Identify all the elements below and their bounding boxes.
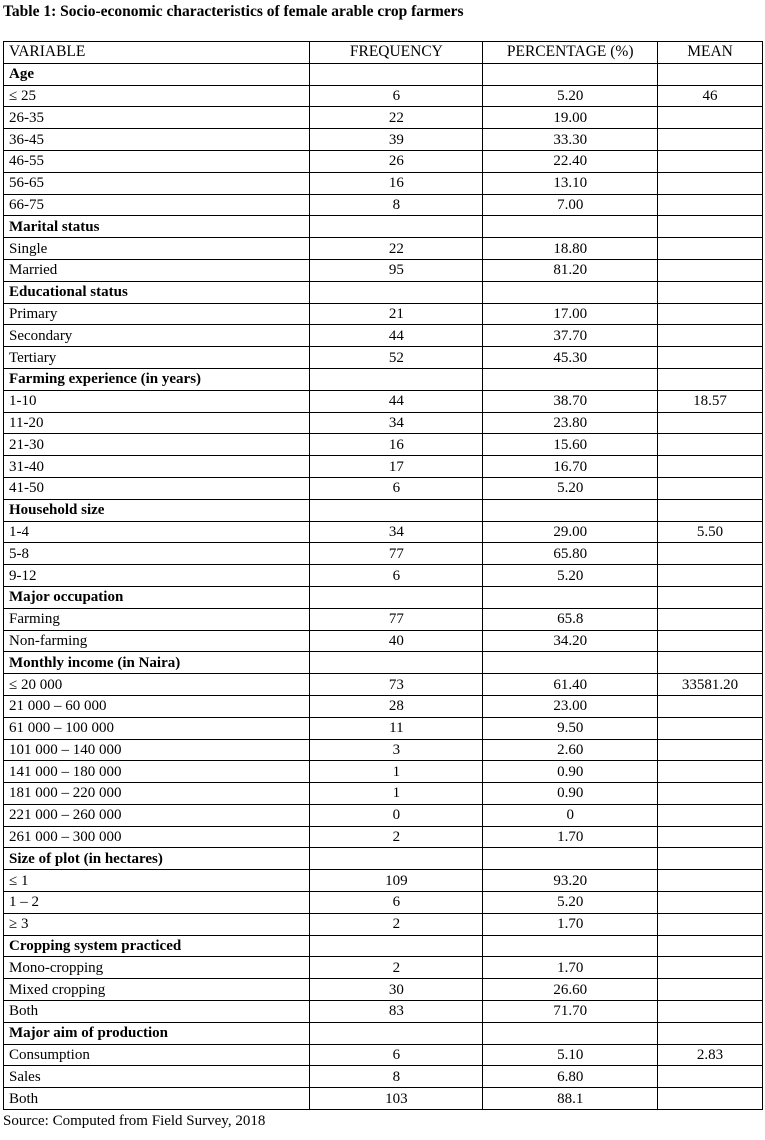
table-row [4,957,763,979]
section-row [4,368,763,390]
empty-cell [483,368,658,390]
variable-cell: 9-12 [4,565,310,587]
mean-cell [658,957,763,979]
variable-cell: Mixed cropping [4,979,310,1001]
frequency-cell: 83 [310,1001,483,1023]
table-row [4,303,763,325]
table-row [4,347,763,369]
mean-cell [658,826,763,848]
empty-cell [483,63,658,85]
table-row [4,456,763,478]
header-frequency: FREQUENCY [310,42,483,64]
variable-cell: 26-35 [4,107,310,129]
table-row [4,783,763,805]
mean-cell [658,870,763,892]
percentage-cell: 0.90 [483,783,658,805]
table-row [4,565,763,587]
empty-cell [310,499,483,521]
empty-cell [483,1022,658,1044]
table-row [4,390,763,412]
variable-cell: 41-50 [4,477,310,499]
section-row [4,652,763,674]
section-label: Major aim of production [4,1022,310,1044]
table-row [4,129,763,151]
frequency-cell: 28 [310,695,483,717]
percentage-cell: 23.80 [483,412,658,434]
variable-cell: 261 000 – 300 000 [4,826,310,848]
variable-cell: 56-65 [4,172,310,194]
empty-cell [310,586,483,608]
empty-cell [658,499,763,521]
variable-cell: 141 000 – 180 000 [4,761,310,783]
mean-cell [658,172,763,194]
percentage-cell: 15.60 [483,434,658,456]
table-row [4,826,763,848]
frequency-cell: 30 [310,979,483,1001]
socio-economic-table [3,41,763,1110]
empty-cell [310,368,483,390]
variable-cell: ≤ 20 000 [4,674,310,696]
variable-cell: Mono-cropping [4,957,310,979]
mean-cell: 5.50 [658,521,763,543]
table-row [4,630,763,652]
variable-cell: 181 000 – 220 000 [4,783,310,805]
table-row [4,695,763,717]
frequency-cell: 39 [310,129,483,151]
mean-cell [658,543,763,565]
table-row [4,804,763,826]
percentage-cell: 34.20 [483,630,658,652]
mean-cell [658,608,763,630]
mean-cell [658,695,763,717]
section-row [4,1022,763,1044]
mean-cell [658,456,763,478]
table-row [4,107,763,129]
frequency-cell: 44 [310,390,483,412]
variable-cell: Consumption [4,1044,310,1066]
table-row [4,412,763,434]
percentage-cell: 0 [483,804,658,826]
frequency-cell: 6 [310,85,483,107]
frequency-cell: 1 [310,761,483,783]
mean-cell [658,129,763,151]
table-row [4,739,763,761]
percentage-cell: 5.10 [483,1044,658,1066]
empty-cell [658,1022,763,1044]
frequency-cell: 21 [310,303,483,325]
mean-cell [658,1001,763,1023]
frequency-cell: 77 [310,608,483,630]
mean-cell [658,913,763,935]
table-row [4,238,763,260]
frequency-cell: 17 [310,456,483,478]
variable-cell: 61 000 – 100 000 [4,717,310,739]
empty-cell [658,935,763,957]
mean-cell: 2.83 [658,1044,763,1066]
empty-cell [310,216,483,238]
frequency-cell: 34 [310,521,483,543]
mean-cell [658,194,763,216]
empty-cell [658,586,763,608]
frequency-cell: 109 [310,870,483,892]
frequency-cell: 34 [310,412,483,434]
table-row [4,543,763,565]
percentage-cell: 5.20 [483,892,658,914]
mean-cell [658,150,763,172]
percentage-cell: 61.40 [483,674,658,696]
frequency-cell: 103 [310,1088,483,1110]
variable-cell: ≤ 25 [4,85,310,107]
empty-cell [483,586,658,608]
section-label: Size of plot (in hectares) [4,848,310,870]
frequency-cell: 44 [310,325,483,347]
empty-cell [658,368,763,390]
percentage-cell: 5.20 [483,565,658,587]
variable-cell: 31-40 [4,456,310,478]
variable-cell: Non-farming [4,630,310,652]
table-row [4,1001,763,1023]
mean-cell: 46 [658,85,763,107]
section-label: Farming experience (in years) [4,368,310,390]
frequency-cell: 73 [310,674,483,696]
empty-cell [658,652,763,674]
table-row [4,717,763,739]
variable-cell: ≤ 1 [4,870,310,892]
variable-cell: Both [4,1001,310,1023]
variable-cell: Primary [4,303,310,325]
frequency-cell: 2 [310,957,483,979]
variable-cell: Tertiary [4,347,310,369]
percentage-cell: 16.70 [483,456,658,478]
percentage-cell: 65.80 [483,543,658,565]
variable-cell: 1-10 [4,390,310,412]
empty-cell [483,935,658,957]
mean-cell [658,238,763,260]
source-note: Source: Computed from Field Survey, 2018 [3,1113,266,1129]
percentage-cell: 6.80 [483,1066,658,1088]
header-variable: VARIABLE [4,42,310,64]
empty-cell [483,652,658,674]
variable-cell: Both [4,1088,310,1110]
percentage-cell: 81.20 [483,259,658,281]
section-label: Monthly income (in Naira) [4,652,310,674]
table-row [4,1066,763,1088]
table-row [4,1044,763,1066]
section-row [4,935,763,957]
empty-cell [658,848,763,870]
frequency-cell: 22 [310,238,483,260]
frequency-cell: 11 [310,717,483,739]
table-row [4,608,763,630]
mean-cell [658,892,763,914]
mean-cell [658,259,763,281]
variable-cell: 1-4 [4,521,310,543]
percentage-cell: 7.00 [483,194,658,216]
percentage-cell: 1.70 [483,826,658,848]
header-percentage: PERCENTAGE (%) [483,42,658,64]
section-label: Age [4,63,310,85]
section-row [4,586,763,608]
frequency-cell: 2 [310,826,483,848]
percentage-cell: 19.00 [483,107,658,129]
percentage-cell: 88.1 [483,1088,658,1110]
mean-cell [658,1088,763,1110]
frequency-cell: 1 [310,783,483,805]
frequency-cell: 6 [310,565,483,587]
frequency-cell: 6 [310,477,483,499]
section-label: Major occupation [4,586,310,608]
frequency-cell: 16 [310,172,483,194]
variable-cell: 21-30 [4,434,310,456]
percentage-cell: 22.40 [483,150,658,172]
table-row [4,434,763,456]
section-label: Cropping system practiced [4,935,310,957]
variable-cell: 36-45 [4,129,310,151]
frequency-cell: 52 [310,347,483,369]
variable-cell: 5-8 [4,543,310,565]
section-row [4,281,763,303]
mean-cell [658,477,763,499]
frequency-cell: 22 [310,107,483,129]
percentage-cell: 18.80 [483,238,658,260]
frequency-cell: 26 [310,150,483,172]
percentage-cell: 37.70 [483,325,658,347]
frequency-cell: 40 [310,630,483,652]
mean-cell [658,804,763,826]
percentage-cell: 9.50 [483,717,658,739]
empty-cell [310,281,483,303]
percentage-cell: 71.70 [483,1001,658,1023]
empty-cell [310,935,483,957]
frequency-cell: 77 [310,543,483,565]
percentage-cell: 5.20 [483,85,658,107]
table-row [4,259,763,281]
frequency-cell: 0 [310,804,483,826]
table-row [4,325,763,347]
section-label: Marital status [4,216,310,238]
section-label: Educational status [4,281,310,303]
mean-cell [658,107,763,129]
variable-cell: Single [4,238,310,260]
percentage-cell: 93.20 [483,870,658,892]
variable-cell: 66-75 [4,194,310,216]
percentage-cell: 1.70 [483,957,658,979]
variable-cell: Married [4,259,310,281]
frequency-cell: 95 [310,259,483,281]
percentage-cell: 5.20 [483,477,658,499]
empty-cell [483,848,658,870]
mean-cell [658,979,763,1001]
variable-cell: 11-20 [4,412,310,434]
mean-cell: 33581.20 [658,674,763,696]
percentage-cell: 0.90 [483,761,658,783]
frequency-cell: 6 [310,1044,483,1066]
section-row [4,63,763,85]
table-row [4,674,763,696]
mean-cell [658,347,763,369]
table-row [4,913,763,935]
frequency-cell: 3 [310,739,483,761]
header-mean: MEAN [658,42,763,64]
variable-cell: Farming [4,608,310,630]
frequency-cell: 2 [310,913,483,935]
section-row [4,848,763,870]
percentage-cell: 2.60 [483,739,658,761]
variable-cell: Secondary [4,325,310,347]
percentage-cell: 38.70 [483,390,658,412]
table-title: Table 1: Socio-economic characteristics of female arable crop farmers [3,3,464,20]
empty-cell [658,63,763,85]
percentage-cell: 26.60 [483,979,658,1001]
empty-cell [658,216,763,238]
table-row [4,172,763,194]
mean-cell [658,761,763,783]
section-row [4,216,763,238]
table-row [4,85,763,107]
percentage-cell: 33.30 [483,129,658,151]
mean-cell: 18.57 [658,390,763,412]
variable-cell: 46-55 [4,150,310,172]
mean-cell [658,783,763,805]
section-row [4,499,763,521]
mean-cell [658,303,763,325]
table-row [4,150,763,172]
percentage-cell: 17.00 [483,303,658,325]
mean-cell [658,717,763,739]
mean-cell [658,630,763,652]
empty-cell [310,63,483,85]
percentage-cell: 45.30 [483,347,658,369]
empty-cell [483,499,658,521]
variable-cell: 1 – 2 [4,892,310,914]
variable-cell: 221 000 – 260 000 [4,804,310,826]
frequency-cell: 6 [310,892,483,914]
empty-cell [483,216,658,238]
table-row [4,761,763,783]
frequency-cell: 8 [310,1066,483,1088]
mean-cell [658,739,763,761]
empty-cell [310,848,483,870]
frequency-cell: 16 [310,434,483,456]
variable-cell: Sales [4,1066,310,1088]
percentage-cell: 65.8 [483,608,658,630]
variable-cell: 101 000 – 140 000 [4,739,310,761]
empty-cell [310,652,483,674]
mean-cell [658,1066,763,1088]
empty-cell [658,281,763,303]
percentage-cell: 13.10 [483,172,658,194]
table-row [4,477,763,499]
variable-cell: 21 000 – 60 000 [4,695,310,717]
mean-cell [658,565,763,587]
header-row [4,42,763,64]
percentage-cell: 1.70 [483,913,658,935]
table-row [4,521,763,543]
table-row [4,870,763,892]
table-row [4,1088,763,1110]
table-row [4,194,763,216]
table-row [4,892,763,914]
mean-cell [658,434,763,456]
percentage-cell: 29.00 [483,521,658,543]
mean-cell [658,325,763,347]
empty-cell [310,1022,483,1044]
empty-cell [483,281,658,303]
mean-cell [658,412,763,434]
frequency-cell: 8 [310,194,483,216]
percentage-cell: 23.00 [483,695,658,717]
table-row [4,979,763,1001]
variable-cell: ≥ 3 [4,913,310,935]
section-label: Household size [4,499,310,521]
